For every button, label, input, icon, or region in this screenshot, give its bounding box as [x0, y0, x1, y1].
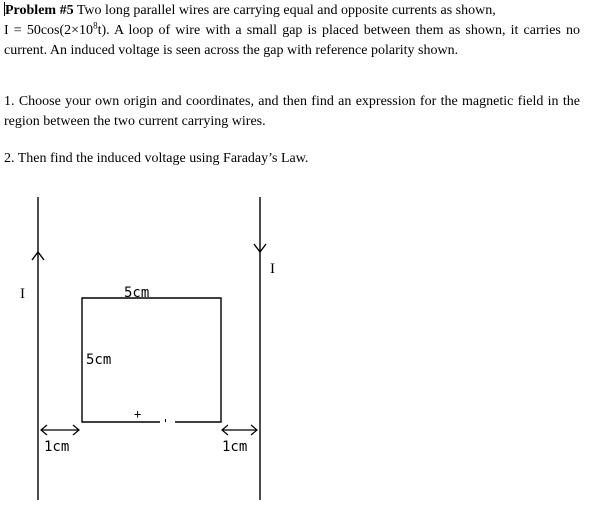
loop-side-dimension-label: 5cm — [86, 352, 112, 368]
left-gap-dimension-label: 1cm — [44, 439, 70, 455]
problem-heading: Problem #5 — [5, 3, 74, 18]
gap-minus-label: - — [159, 417, 173, 425]
right-gap-dimension-label: 1cm — [222, 439, 248, 455]
gap-plus-label: + — [134, 407, 142, 421]
current-expression-prefix: I = 50cos(2×10 — [4, 23, 94, 38]
left-current-label: I — [20, 286, 25, 302]
problem-intro-line1: Two long parallel wires are carrying equal and opposite currents as shown, — [73, 3, 496, 18]
question-1: 1. Choose your own origin and coordinates, and then find an expression for the magnetic field in the region between the two current carrying wires. — [4, 94, 580, 129]
current-expression-suffix: t). — [97, 23, 110, 38]
current-expression-exponent: 8 — [93, 20, 98, 31]
loop-top-dimension-label: 5cm — [124, 285, 150, 301]
right-current-label: I — [270, 261, 275, 277]
problem-intro-rest: A loop of wire with a small gap is placed between them as shown, it carries no current. An induced voltage is seen across the gap with reference polarity shown. — [4, 23, 580, 58]
question-2: 2. Then find the induced voltage using Faraday’s Law. — [4, 151, 309, 166]
